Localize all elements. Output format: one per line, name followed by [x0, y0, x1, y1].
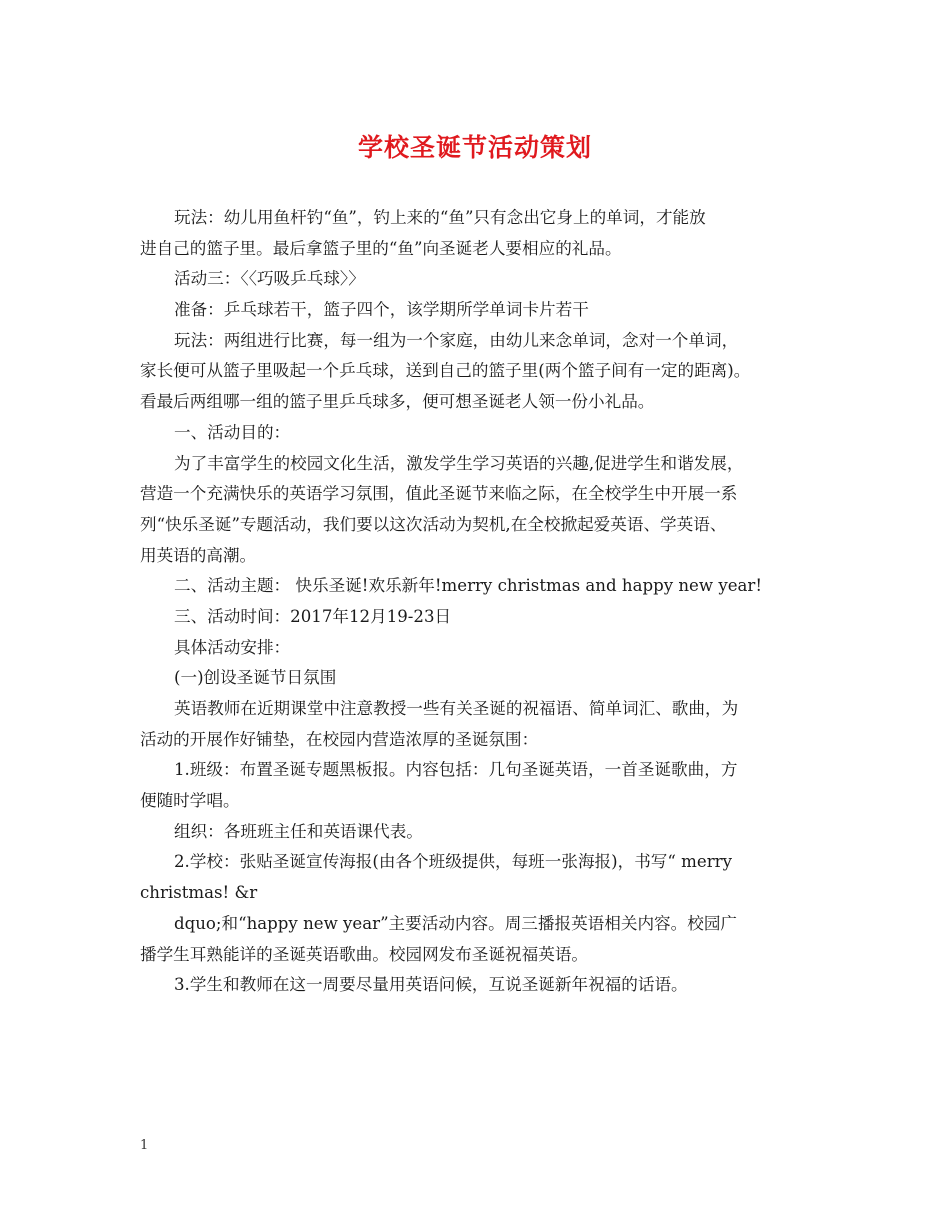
paragraph-line: 活动的开展作好铺垫，在校园内营造浓厚的圣诞氛围：: [140, 729, 539, 749]
paragraph-line: 具体活动安排：: [174, 637, 291, 657]
paragraph-line: 一、活动目的：: [174, 422, 291, 442]
paragraph-line: 三、活动时间：2017年12月19-23日: [174, 606, 452, 626]
paragraph-line: 家长便可从篮子里吸起一个乒乓球，送到自己的篮子里(两个篮子间有一定的距离)。: [140, 361, 751, 381]
paragraph-line: 进自己的篮子里。最后拿篮子里的“鱼”向圣诞老人要相应的礼品。: [140, 238, 622, 258]
paragraph-line: (一)创设圣诞节日氛围: [174, 668, 337, 688]
paragraph-line: 3.学生和教师在这一周要尽量用英语问候，互说圣诞新年祝福的话语。: [174, 975, 688, 995]
document-title: 学校圣诞节活动策划: [357, 133, 592, 162]
paragraph-line: 活动三：〈〈巧吸乒乓球〉〉: [174, 269, 365, 289]
paragraph-line: 玩法：两组进行比赛，每一组为一个家庭，由幼儿来念单词，念对一个单词，: [174, 330, 739, 350]
paragraph-line: 2.学校：张贴圣诞宣传海报(由各个班级提供，每班一张海报)，书写“ merry: [174, 852, 732, 872]
paragraph-line: 玩法：幼儿用鱼杆钓“鱼”，钓上来的“鱼”只有念出它身上的单词，才能放: [174, 208, 706, 227]
paragraph-line: 英语教师在近期课堂中注意教授一些有关圣诞的祝福语、简单词汇、歌曲，为: [174, 699, 739, 718]
paragraph-line: 便随时学唱。: [140, 791, 240, 811]
paragraph-line: 组织：各班班主任和英语课代表。: [174, 821, 423, 841]
paragraph-line: 用英语的高潮。: [140, 545, 257, 565]
paragraph-line: christmas! &r: [140, 883, 258, 903]
paragraph-line: 为了丰富学生的校园文化生活，激发学生学习英语的兴趣,促进学生和谐发展，: [174, 453, 744, 473]
paragraph-line: 播学生耳熟能详的圣诞英语歌曲。校园网发布圣诞祝福英语。: [140, 944, 589, 964]
paragraph-line: 1.班级：布置圣诞专题黑板报。内容包括：几句圣诞英语，一首圣诞歌曲，方: [174, 760, 738, 780]
paragraph-line: 准备：乒乓球若干，篮子四个，该学期所学单词卡片若干: [174, 300, 589, 320]
document-body: [140, 203, 820, 1001]
paragraph-line: 看最后两组哪一组的篮子里乒乓球多，便可想圣诞老人领一份小礼品。: [140, 392, 655, 412]
paragraph-line: dquo;和“happy new year”主要活动内容。周三播报英语相关内容。校园广: [174, 913, 738, 933]
paragraph-line: 列“快乐圣诞”专题活动，我们要以这次活动为契机,在全校掀起爱英语、学英语、: [140, 514, 727, 534]
paragraph-line: 营造一个充满快乐的英语学习氛围，值此圣诞节来临之际，在全校学生中开展一系: [140, 484, 738, 504]
paragraph-line: 二、活动主题： 快乐圣诞!欢乐新年!merry christmas and happy new year!: [174, 576, 763, 596]
page-number: 1: [140, 1138, 149, 1153]
